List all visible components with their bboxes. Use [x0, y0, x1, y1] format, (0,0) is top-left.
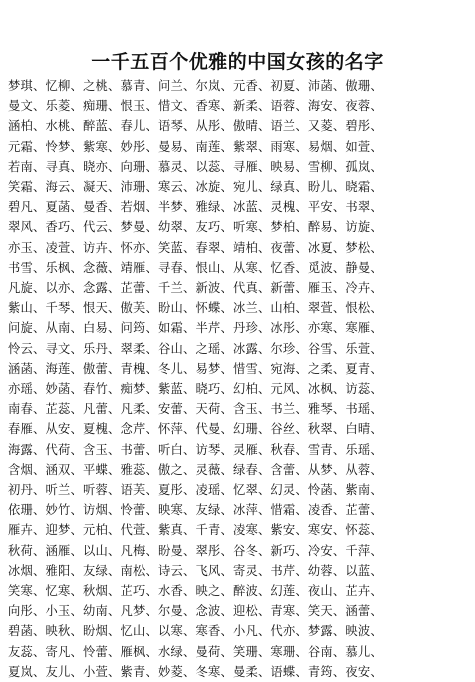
- name-line: 海露、代荷、含玉、书蕾、听白、访琴、灵雁、秋春、雪青、乐瑶、: [8, 442, 383, 457]
- name-line: 雁卉、迎梦、元柏、代萱、紫真、千青、凌寒、紫安、寒安、怀蕊、: [8, 523, 383, 538]
- name-line: 问旋、从南、白易、问筠、如霜、半芹、丹珍、冰彤、亦寒、寒雁、: [8, 321, 383, 336]
- name-line: 南春、芷蕊、凡蕾、凡柔、安蕾、天荷、含玉、书兰、雅琴、书瑶、: [8, 402, 383, 417]
- name-line: 梦琪、忆柳、之桃、慕青、问兰、尔岚、元香、初夏、沛菡、傲珊、: [8, 79, 383, 93]
- name-line: 碧凡、夏菡、曼香、若烟、半梦、雅绿、冰蓝、灵槐、平安、书翠、: [8, 200, 383, 215]
- name-line: 元霜、怜梦、紫寒、妙彤、曼易、南莲、紫翠、雨寒、易烟、如萱、: [8, 139, 383, 154]
- name-line: 冰烟、雅阳、友绿、南松、诗云、飞风、寄灵、书芹、幼蓉、以蓝、: [8, 563, 383, 578]
- name-line: 笑寒、忆寒、秋烟、芷巧、水香、映之、醉波、幻莲、夜山、芷卉、: [8, 584, 383, 599]
- name-list: [8, 76, 467, 682]
- name-line: 亦瑶、妙菡、春竹、痴梦、紫蓝、晓巧、幻柏、元风、冰枫、访蕊、: [8, 382, 383, 397]
- name-line: 紫山、千琴、恨天、傲芙、盼山、怀蝶、冰兰、山柏、翠萱、恨松、: [8, 301, 383, 316]
- name-line: 含烟、涵双、平蝶、雅蕊、傲之、灵薇、绿春、含蕾、从梦、从蓉、: [8, 462, 383, 477]
- document-title: 一千五百个优雅的中国女孩的名字: [91, 51, 384, 73]
- name-line: 笑霜、海云、凝天、沛珊、寒云、冰旋、宛儿、绿真、盼儿、晓霜、: [8, 180, 383, 195]
- name-line: 涵柏、水桃、醉蓝、春儿、语琴、从彤、傲晴、语兰、又菱、碧彤、: [8, 119, 383, 134]
- name-line: 依珊、妙竹、访烟、怜蕾、映寒、友绿、冰萍、惜霜、凌香、芷蕾、: [8, 503, 383, 518]
- name-line: 书雪、乐枫、念薇、靖雁、寻春、恨山、从寒、忆香、觅波、静曼、: [8, 260, 383, 275]
- name-line: 若南、寻真、晓亦、向珊、慕灵、以蕊、寻雁、映易、雪柳、孤岚、: [8, 159, 383, 174]
- name-line: 曼文、乐菱、痴珊、恨玉、惜文、香寒、新柔、语蓉、海安、夜蓉、: [8, 99, 383, 114]
- name-line: 怜云、寻文、乐丹、翠柔、谷山、之瑶、冰露、尔珍、谷雪、乐萱、: [8, 341, 383, 356]
- name-line: 碧菡、映秋、盼烟、忆山、以寒、寒香、小凡、代亦、梦露、映波、: [8, 624, 383, 639]
- name-line: 初丹、听兰、听蓉、语芙、夏彤、凌瑶、忆翠、幻灵、怜菡、紫南、: [8, 483, 383, 498]
- name-line: 翠风、香巧、代云、梦曼、幼翠、友巧、听寒、梦柏、醉易、访旋、: [8, 220, 383, 235]
- name-line: 秋荷、涵雁、以山、凡梅、盼曼、翠彤、谷冬、新巧、冷安、千萍、: [8, 543, 383, 558]
- name-line: 友蕊、寄凡、怜蕾、雁枫、水绿、曼荷、笑珊、寒珊、谷南、慕儿、: [8, 644, 383, 659]
- name-line: 涵菡、海莲、傲蕾、青槐、冬儿、易梦、惜雪、宛海、之柔、夏青、: [8, 361, 383, 376]
- name-line: 凡旋、以亦、念露、芷蕾、千兰、新波、代真、新蕾、雁玉、冷卉、: [8, 281, 383, 296]
- name-line: 向彤、小玉、幼南、凡梦、尔曼、念波、迎松、青寒、笑天、涵蕾、: [8, 604, 383, 619]
- name-line: 亦玉、凌萱、访卉、怀亦、笑蓝、春翠、靖柏、夜蕾、冰夏、梦松、: [8, 240, 383, 255]
- name-line: 春雁、从安、夏槐、念芹、怀萍、代曼、幻珊、谷丝、秋翠、白晴、: [8, 422, 383, 437]
- name-line: 夏岚、友儿、小萱、紫青、妙菱、冬寒、曼柔、语蝶、青筠、夜安、: [8, 664, 383, 679]
